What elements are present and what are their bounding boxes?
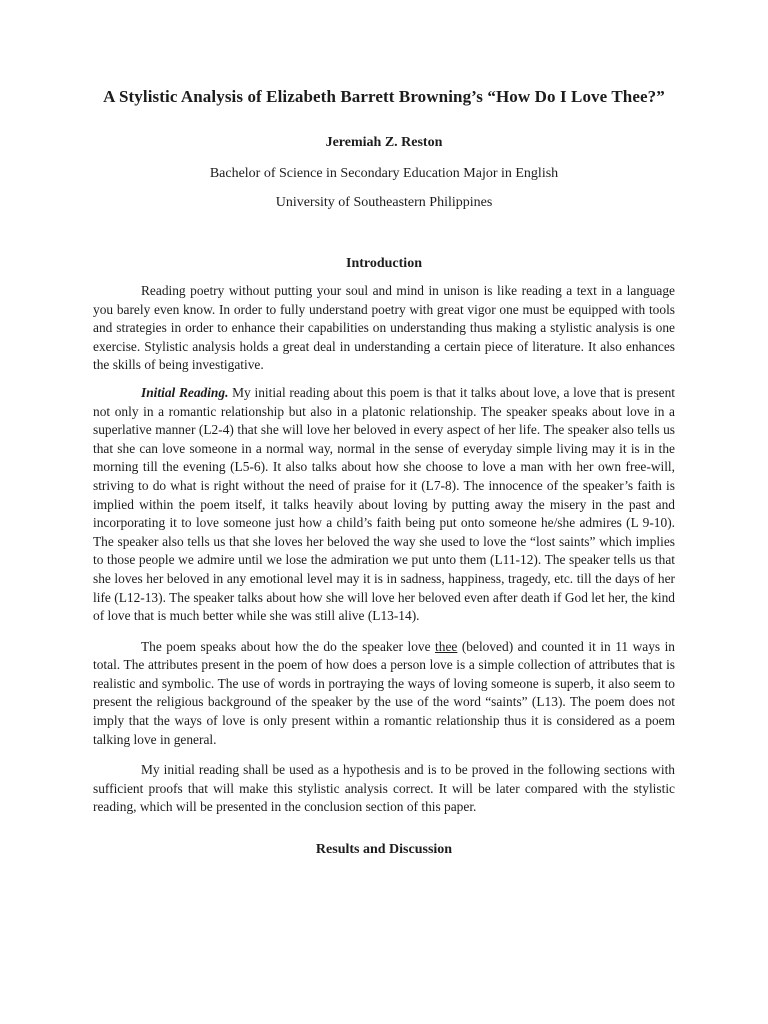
p3-before: The poem speaks about how the do the speaker love <box>141 638 436 654</box>
intro-paragraph-initial-reading <box>93 384 675 626</box>
intro-paragraph-4: My initial reading shall be used as a hypothesis and is to be proved in the following sections with sufficient proofs that will make this stylistic analysis correct. It will be later compared with the stylistic reading, which will be presented in the conclusion section of this paper. <box>93 762 675 815</box>
p3-after: (beloved) and counted it in 11 ways in total. The attributes present in the poem of how does a person love is a simple collection of attributes that is realistic and symbolic. The use of words in portraying the ways of loving someone is superb, it also seem to present the religious background of the speaker by the use of the word “saints” (L13). The poem does not imply that the ways of love is only present within a romantic relationship thus it is considered as a poem talking love in general. <box>93 638 676 747</box>
initial-reading-lead-in: Initial Reading. <box>141 384 229 400</box>
p3-underlined-word: thee <box>435 638 458 654</box>
author-degree: Bachelor of Science in Secondary Education Major in English <box>209 166 559 181</box>
section-heading-results: Results and Discussion <box>315 842 453 858</box>
intro-paragraph-1: Reading poetry without putting your soul and mind in unison is like reading a text in a language you barely even know. In order to fully understand poetry with great vigor one must be equipped with tools and strategies in order to enhance their capabilities on understanding thus making a stylistic analysis is one exercise. Stylistic analysis holds a great deal in understanding a certain piece of literature. It also enhances the skills of being investigative. <box>93 283 675 373</box>
section-heading-introduction: Introduction <box>346 256 422 271</box>
intro-paragraph-3 <box>93 638 675 750</box>
author-university: University of Southeastern Philippines <box>275 195 493 210</box>
initial-reading-body: My initial reading about this poem is that it talks about love, a love that is present not only in a romantic relationship but also in a platonic relationship. The speaker speaks about love in a superlative manner (L2-4) that she will love her beloved in every aspect of her life. The speaker also tells us that she can love someone in a normal way, normal in the sense of everyday simple living may it is in the morning till the evening (L5-6). It also talks about how she choose to love a man with her own free-will, striving to do what is right without the need of praise for it (L7-8). The innocence of the speaker’s faith is implied within the poem itself, it talks heavily about loving by putting away the misery in the past and incorporating it to love someone just how a child’s faith being put onto someone he/she admires (L 9-10). The speaker also tells us that she loves her beloved the way she used to love the “lost saints” which implies to those people we admire until we lose the admiration we put unto them (L11-12). The speaker tells us that she loves her beloved in any emotional level may it is in sadness, happiness, tragedy, etc. till the days of her life (L12-13). The speaker talks about how she will love her beloved even after death if God let her, the kind of love that is much better while she was still alive (L13-14). <box>93 384 676 624</box>
paper-title: A Stylistic Analysis of Elizabeth Barrett Browning’s “How Do I Love Thee?” <box>103 87 665 106</box>
author-name: Jeremiah Z. Reston <box>325 135 443 150</box>
